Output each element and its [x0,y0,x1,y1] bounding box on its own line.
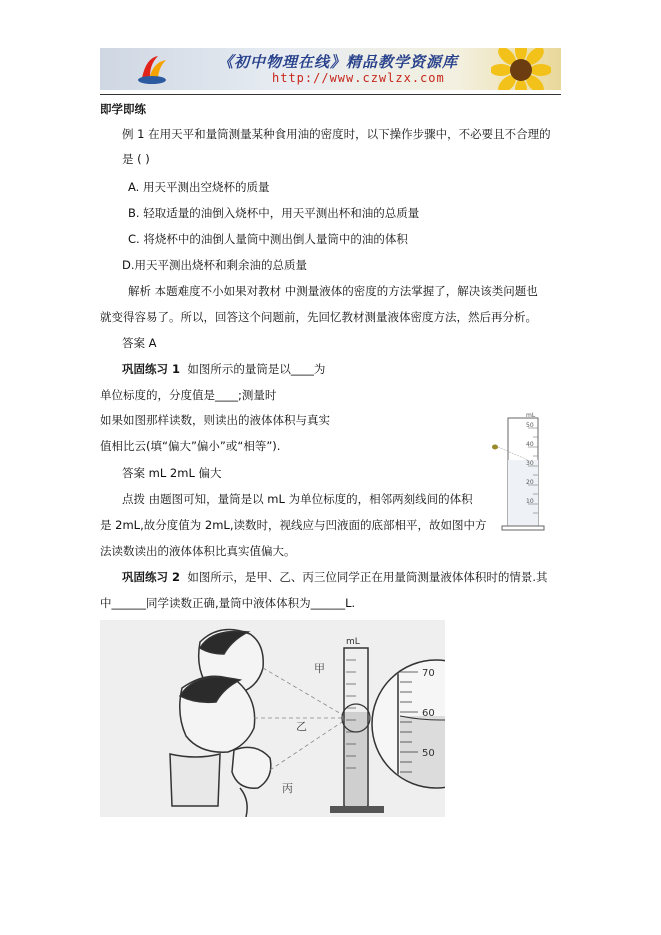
label-jia: 甲 [314,662,325,675]
option-c: C. 将烧杯中的油倒人量筒中测出倒人量筒中的油的体积 [128,232,408,246]
practice1-label: 巩固练习 1 [122,362,181,376]
cylinder-liquid [508,460,538,526]
magnified-tick-70: 70 [422,668,435,679]
practice2-line1: 如图所示，是甲、乙、丙三位同学正在用量筒测量液体体积时的情景.其 [187,570,548,584]
practice1-line1: 如图所示的量筒是以____为 [187,362,326,376]
section-title: 即学即练 [100,102,146,116]
logo-icon [136,52,170,86]
cylinder-tick-label: 50 [526,422,534,429]
example-question-line1: 例 1 在用天平和量筒测量某种食用油的密度时，以下操作步骤中，不必要且不合理的 [122,127,551,141]
cylinder-tick-label: 30 [526,460,534,467]
cylinder-unit-label: mL [526,412,536,419]
practice1-tip-line1: 点拨 由题图可知，量筒是以 mL 为单位标度的，相邻两刻线间的体积 [122,492,473,506]
practice2-line2: 中______同学读数正确,量筒中液体体积为______L. [100,596,356,610]
graduated-cylinder-figure [490,410,555,535]
option-b: B. 轻取适量的油倒入烧杯中，用天平测出杯和油的总质量 [128,206,420,220]
label-yi: 乙 [296,720,307,733]
option-a: A. 用天平测出空烧杯的质量 [128,180,270,194]
magnified-tick-50: 50 [422,748,435,759]
practice1-line3: 如果如图那样读数，则读出的液体体积与真实 [100,413,330,427]
banner-url[interactable]: http://www.czwlzx.com [272,71,445,85]
banner-title: 《初中物理在线》精品教学资源库 [218,53,459,71]
eye-icon [492,445,498,450]
practice1-line4: 值相比云(填“偏大”偏小”或“相等”). [100,439,281,453]
analysis-line2: 就变得容易了。所以，回答这个问题前，先回忆教材测量液体密度方法，然后再分析。 [100,310,537,324]
magnified-tick-60: 60 [422,708,435,719]
cylinder-tick-label: 40 [526,441,534,448]
practice1-heading [122,362,325,376]
header-banner [100,48,561,90]
practice2-label: 巩固练习 2 [122,570,181,584]
example-answer: 答案 A [122,336,157,350]
cylinder-tick-label: 20 [526,479,534,486]
practice1-tip-line2: 是 2mL,故分度值为 2mL,读数时，视线应与凹液面的底部相平，故如图中方 [100,518,487,532]
practice1-answer: 答案 mL 2mL 偏大 [122,466,222,480]
cylinder-tick-label: 10 [526,498,534,505]
label-bing: 丙 [282,782,293,795]
header-rule [100,94,561,95]
practice1-tip-line3: 法读数读出的液体体积比真实值偏大。 [100,544,296,558]
cylinder-base [502,526,544,530]
sunflower-icon [491,48,551,90]
reading-cylinder-figure [100,620,445,817]
practice1-line2: 单位标度的，分度值是____;测量时 [100,388,277,402]
practice2-heading [122,570,547,584]
option-d: D.用天平测出烧杯和剩余油的总质量 [122,258,308,272]
analysis-line1: 解析 本题难度不小如果对教材 中测量液体的密度的方法掌握了，解决该类问题也 [128,284,538,298]
figure-unit: mL [346,637,360,647]
example-question-line2: 是 ( ) [122,152,150,166]
